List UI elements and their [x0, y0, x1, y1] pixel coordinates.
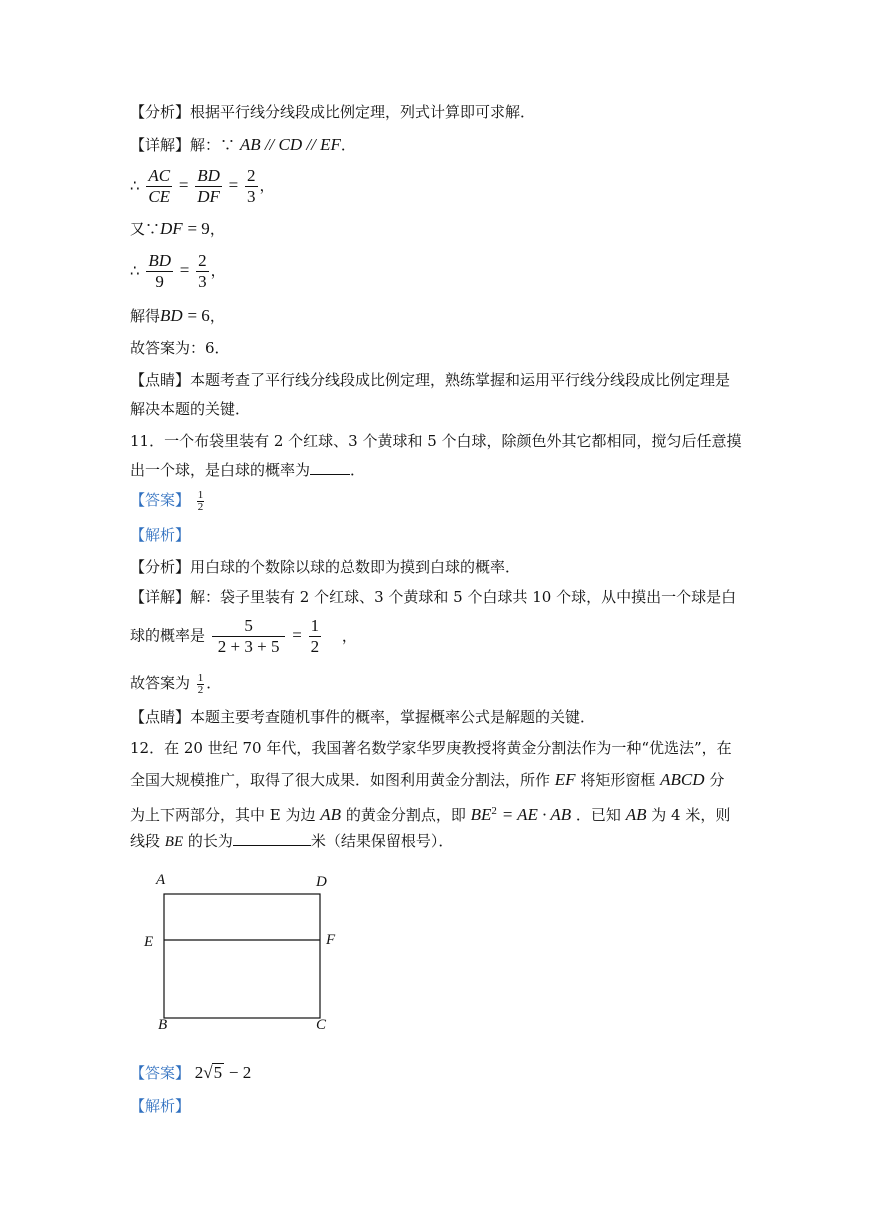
sqrt-sign: √	[203, 1063, 213, 1082]
fraction: $\frac{1}{2}$	[310, 616, 320, 656]
fraction: $\frac{1}{2}$	[197, 488, 204, 513]
equation-bd: ∴ $\frac{BD}{9}$ = $\frac{2}{3}$ ，	[130, 251, 226, 291]
question-12-line-4: 线段 BE 的长为 米（结果保留根号）．	[130, 832, 454, 850]
label-e: E	[144, 934, 154, 950]
label-b: B	[158, 1017, 168, 1033]
rectangle-abcd	[164, 894, 320, 1018]
fraction: $\frac{BD}{9}$	[148, 251, 171, 291]
question-12-line-2: 全国大规模推广，取得了很大成果．如图利用黄金分割法，所作 EF 将矩形窗框 ABCD 分	[130, 770, 725, 789]
fraction: $\frac{5}{2 + 3 + 5}$	[212, 616, 286, 657]
question-11-line-1: 11．一个布袋里装有 2 个红球、3 个黄球和 5 个白球，除颜色外其它都相同，搅匀后任意摸	[130, 432, 742, 450]
answer-12: 【答案】 2√5 − 2	[130, 1063, 252, 1082]
label-d: D	[316, 874, 327, 890]
solution-11: 【详解】解：袋子里装有 2 个红球、3 个黄球和 5 个白球共 10 个球，从中摸出一个球是白	[130, 588, 737, 606]
math-parallel: AB // CD // EF	[239, 135, 341, 154]
answer-text: 故答案为：6．	[130, 339, 230, 357]
comment-line-2: 解决本题的关键．	[130, 400, 251, 418]
label-f: F	[326, 932, 336, 948]
solution-11-eq: 球的概率是 $\frac{5}{2 + 3 + 5}$ = $\frac{1}{2}$ ，	[130, 616, 357, 656]
given-line: 又∵DF = 9，	[130, 219, 225, 238]
section-tag: 【分析】	[130, 103, 191, 121]
question-12-line-1: 12．在 20 世纪 70 年代，我国著名数学家华罗庚教授将黄金分割法作为一种“优选法”，在	[130, 739, 732, 757]
section-tag: 【详解】	[130, 136, 191, 154]
section-tag: 【点睛】	[130, 371, 191, 389]
equation-ratio: ∴ $\frac{AC}{CE}$ = $\frac{BD}{DF}$ = $\frac{2}{3}$ ，	[130, 166, 275, 206]
rectangle-figure	[140, 870, 350, 1040]
section-tag: 【分析】	[130, 558, 191, 576]
fraction: $\frac{AC}{CE}$	[148, 166, 171, 206]
analysis-11: 【分析】用白球的个数除以球的总数即为摸到白球的概率．	[130, 558, 521, 576]
question-11-line-2: 出一个球，是白球的概率为 ．	[130, 461, 366, 479]
analysis-text: 根据平行线分线段成比例定理，列式计算即可求解．	[190, 103, 536, 121]
fraction: $\frac{2}{3}$	[198, 251, 207, 291]
answer-tag: 【答案】	[130, 491, 191, 509]
fraction: $\frac{1}{2}$	[197, 671, 204, 696]
comment-11: 【点睛】本题主要考查随机事件的概率，掌握概率公式是解题的关键．	[130, 708, 596, 726]
label-a: A	[156, 872, 166, 888]
comment-line: 【点睛】本题考查了平行线分线段成比例定理，熟练掌握和运用平行线分线段成比例定理是	[130, 371, 731, 389]
result-line: 解得BD = 6，	[130, 306, 225, 325]
figure-drawing	[140, 870, 350, 1040]
solution-line: 【详解】解：∵ AB // CD // EF．	[130, 135, 356, 154]
answer-11-final: 故答案为 $\frac{1}{2}$ ．	[130, 671, 222, 696]
radicand: 5	[213, 1063, 223, 1082]
section-tag: 【点睛】	[130, 708, 191, 726]
analysis-tag-11: 【解析】	[130, 526, 191, 544]
section-tag: 【详解】	[130, 588, 191, 606]
question-12-line-3: 为上下两部分，其中 E 为边 AB 的黄金分割点，即 $BE^2$ = AE · AB ．已知 AB 为 4 米，则	[130, 805, 731, 824]
answer-blank	[310, 460, 350, 475]
fraction: $\frac{2}{3}$	[247, 166, 256, 206]
analysis-line	[130, 101, 535, 123]
answer-11	[130, 489, 206, 513]
answer-tag: 【答案】	[130, 1064, 191, 1082]
answer-blank	[233, 831, 311, 846]
fraction: $\frac{BD}{DF}$	[197, 166, 220, 206]
label-c: C	[316, 1017, 327, 1033]
analysis-tag-12: 【解析】	[130, 1097, 191, 1115]
